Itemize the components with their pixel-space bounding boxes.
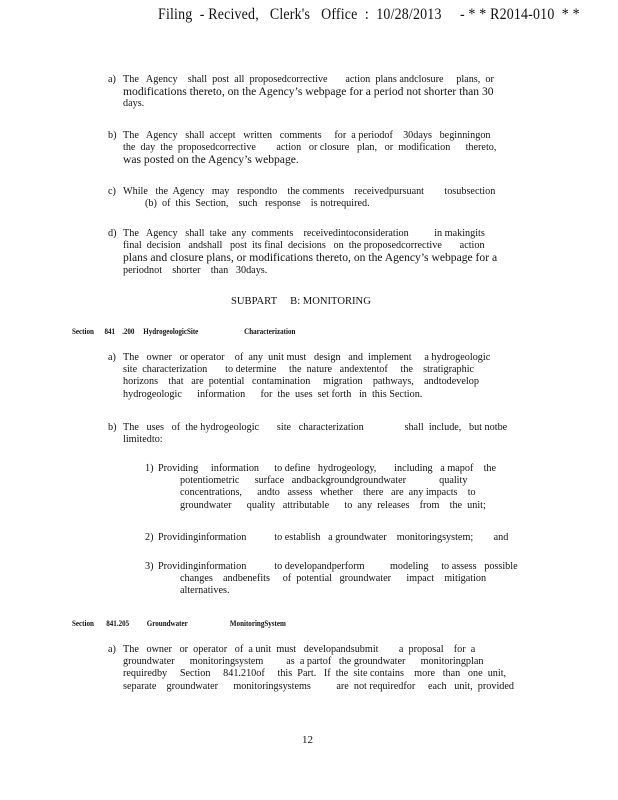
subpart-title: SUBPART B: MONITORING — [231, 296, 371, 307]
text-line: potentiometric surface andbackgroundgroundwater quality — [180, 475, 468, 487]
text-line: requiredby Section 841.210of this Part. If the site contains more than one unit, — [123, 668, 507, 680]
text-line: concentrations, andto assess whether there are any impacts to — [180, 487, 476, 499]
text-line: (b) of this Section, such response is notrequired. — [145, 198, 370, 210]
item-d-label: d) — [108, 228, 117, 239]
text-line: site characterization to determine the nature andextentof the stratigraphic — [123, 364, 475, 376]
text-line: The Agency shall accept written comments for a periodof 30days beginningon — [123, 130, 491, 141]
text-line: changes andbenefits of potential groundwater impact mitigation — [180, 573, 487, 585]
item-c-label: c) — [108, 186, 116, 197]
subitem-2-label: 2) — [145, 532, 154, 543]
text-line: final decision andshall post its final decisions on the proposedcorrective action — [123, 240, 485, 252]
item-b-label: b) — [108, 130, 117, 141]
text-line: days. — [123, 98, 145, 110]
section-205-heading: Section 841.205 Groundwater MonitoringSystem — [72, 618, 286, 628]
filing-stamp-header: Filing - Recived, Clerk's Office : 10/28/2013 - * * R2014-010 * * — [158, 6, 580, 23]
text-line: Providing information to define hydrogeology, including a mapof the — [158, 463, 497, 474]
text-line: plans and closure plans, or modifications thereto, on the Agency’s webpage for a — [123, 251, 498, 265]
text-line: hydrogeologic information for the uses set forth in this Section. — [123, 388, 423, 400]
text-line: The owner or operator of any unit must design and implement a hydrogeologic — [123, 352, 491, 363]
item-b-text — [123, 130, 496, 167]
text-line: horizons that are potential contamination migration pathways, andtodevelop — [123, 376, 479, 388]
text-line: The owner or operator of a unit must developandsubmit a proposal for a — [123, 644, 476, 655]
subitem-1-label: 1) — [145, 463, 154, 474]
sec200-item-a-text — [123, 352, 490, 401]
text-line: separate groundwater monitoringsystems are not requiredfor each unit, provided — [123, 680, 514, 692]
sec205-item-a-label: a) — [108, 644, 116, 655]
subitem-1-text — [158, 463, 496, 512]
text-line: The uses of the hydrogeologic site characterization shall include, but notbe — [123, 422, 508, 433]
subitem-3-text — [158, 561, 518, 598]
item-a-text — [123, 74, 494, 111]
sec200-item-b-text — [123, 422, 507, 446]
text-line: The Agency shall take any comments receivedintoconsideration in makingits — [123, 228, 485, 239]
item-c-text — [123, 186, 495, 210]
text-line: periodnot shorter than 30days. — [123, 264, 268, 276]
text-line: modifications thereto, on the Agency’s webpage for a period not shorter than 30 — [123, 85, 494, 99]
page-number: 12 — [302, 734, 313, 746]
sec200-item-a-label: a) — [108, 352, 116, 363]
text-line: While the Agency may respondto the comments receivedpursuant tosubsection — [123, 186, 496, 197]
item-d-text — [123, 228, 497, 277]
text-line: Providinginformation to developandperform modeling to assess possible — [158, 561, 518, 572]
text-line: groundwater monitoringsystem as a partof the groundwater monitoringplan — [123, 656, 484, 668]
sec200-item-b-label: b) — [108, 422, 117, 433]
text-line: alternatives. — [180, 585, 230, 597]
text-line: The Agency shall post all proposedcorrective action plans andclosure plans, or — [123, 74, 494, 85]
text-line: was posted on the Agency’s webpage. — [123, 153, 299, 167]
text-line: Providinginformation to establish a groundwater monitoringsystem; and — [158, 532, 509, 543]
text-line: the day the proposedcorrective action or closure plan, or modification thereto, — [123, 142, 497, 154]
text-line: limitedto: — [123, 434, 163, 446]
subitem-2-text — [158, 532, 508, 544]
item-a-label: a) — [108, 74, 116, 85]
subitem-3-label: 3) — [145, 561, 154, 572]
text-line: groundwater quality attributable to any releases from the unit; — [180, 499, 486, 511]
sec205-item-a-text — [123, 644, 514, 693]
section-200-heading: Section 841 .200 HydrogeologicSite Characterization — [72, 326, 296, 336]
